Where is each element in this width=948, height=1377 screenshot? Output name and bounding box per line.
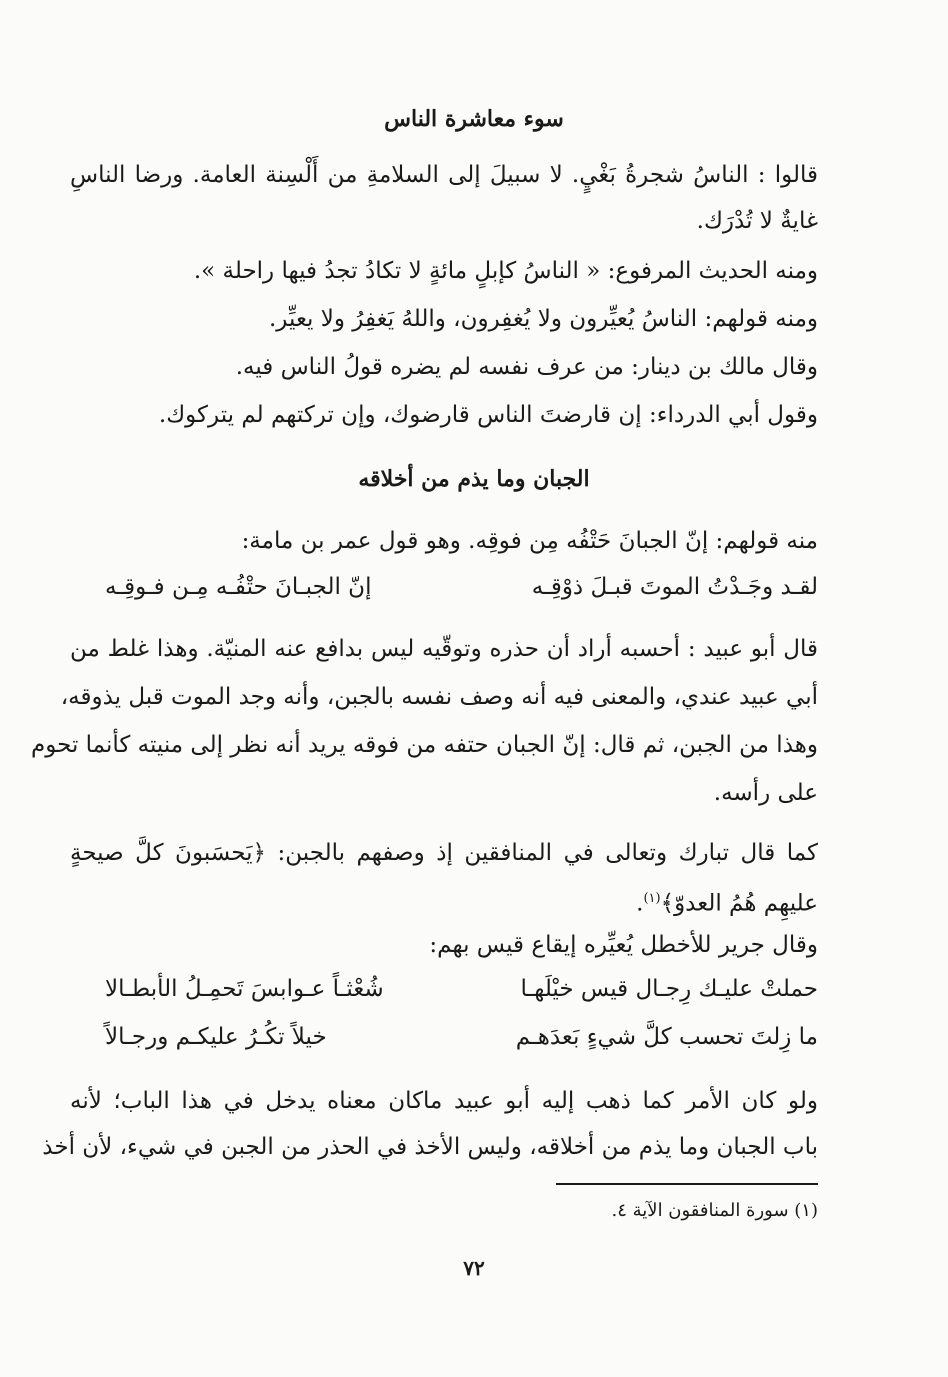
verse-3-second-hemistich: خيلاً تكُـرُ عليكـم ورجـالاً [105, 1024, 327, 1050]
text-line: وقال جرير للأخطل يُعيِّره إيقاع قيس بهم: [429, 932, 818, 958]
text-line: وقول أبي الدرداء: إن قارضتَ الناس قارضوك، وإن تركتهم لم يتركوك. [158, 402, 818, 428]
footnote-marker: (١) [643, 891, 661, 906]
text-line: وقال مالك بن دينار: من عرف نفسه لم يضره قولُ الناس فيه. [235, 354, 818, 380]
verse-3-first-hemistich: ما زِلتَ تحسب كلَّ شيءٍ بَعدَهـم [515, 1024, 818, 1050]
text-line: ولو كان الأمر كما ذهب إليه أبو عبيد ماكان معناه يدخل في هذا الباب؛ لأنه [70, 1088, 818, 1114]
text-line: غايةٌ لا تُدْرَك. [696, 208, 818, 234]
verse-1-second-hemistich: إنّ الجبـانَ حتْفُـه مِـن فـوقِـه [105, 574, 372, 600]
footnote-rule [556, 1183, 818, 1185]
text-line: قالوا : الناسُ شجرةُ بَغْيٍ. لا سبيلَ إلى السلامةِ من أَلْسِنة العامة. ورضا الناسِ [70, 162, 818, 188]
quran-quote-end: عليهِم هُمُ العدوّ﴾ [660, 890, 818, 917]
footnote: (١) سورة المنافقون الآية ٤. [611, 1200, 818, 1221]
verse-2-first-hemistich: حملتْ عليـك رِجـال قيس خيْلَهـا [520, 976, 818, 1002]
text-line: أبي عبيد عندي، والمعنى فيه أنه وصف نفسه بالجبن، وأنه وجد الموت قبل يذوقه، [60, 684, 818, 710]
text-line: منه قولهم: إنّ الجبانَ حَتْفُه مِن فوقِه. وهو قول عمر بن مامة: [241, 528, 818, 554]
text-line: وهذا من الجبن، ثم قال: إنّ الجبان حتفه من فوقه يريد أنه نظر إلى منيته كأنما تحوم [30, 732, 818, 758]
text-line: كما قال تبارك وتعالى في المنافقين إذ وصفهم بالجبن: ﴿يَحسَبونَ كلَّ صيحةٍ [70, 840, 818, 866]
page-number: ٧٢ [463, 1256, 485, 1280]
section-title-coward: الجبان وما يذم من أخلاقه [358, 466, 590, 492]
verse-1-first-hemistich: لقـد وجَـدْتُ الموتَ قبـلَ ذوْقِـه [531, 574, 818, 600]
text-line: قال أبو عبيد : أحسبه أراد أن حذره وتوقّيه ليس بدافع عنه المنيّة. وهذا غلط من [70, 636, 818, 662]
text-line: عليهِم هُمُ العدوّ﴾$^{(١)}$. [636, 890, 818, 917]
section-title-bad-company: سوء معاشرة الناس [384, 106, 564, 132]
text-line: ومنه قولهم: الناسُ يُعيِّرون ولا يُغفِرون، واللهُ يَغفِرُ ولا يعيِّر. [269, 306, 818, 332]
text-line: باب الجبان وما يذم من أخلاقه، وليس الأخذ في الحذر من الجبن في شيء، لأن أخذ [42, 1134, 818, 1160]
text-line: ومنه الحديث المرفوع: « الناسُ كإبلٍ مائةٍ لا تكادُ تجدُ فيها راحلة ». [193, 258, 818, 284]
text-line: على رأسه. [713, 780, 818, 806]
verse-2-second-hemistich: شُعْثـاً عـوابسَ تَحمِـلُ الأبطـالا [105, 976, 384, 1002]
